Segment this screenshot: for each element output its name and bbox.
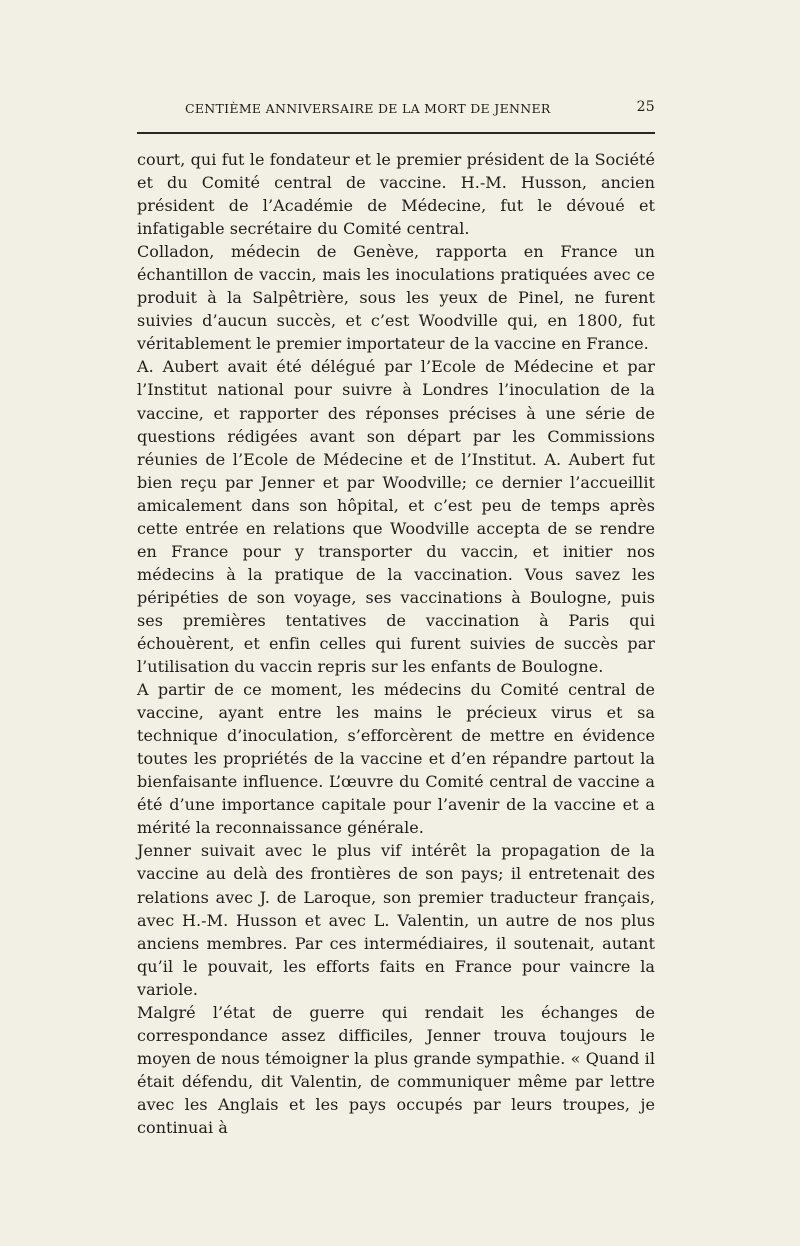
page-number: 25	[636, 99, 655, 115]
running-head	[185, 101, 655, 123]
paragraph-4: A partir de ce moment, les médecins du Comité central de vaccine, ayant entre les mains le précieux virus et sa technique d’inoculation, s’efforcèrent de mettre en évidence toutes les propriétés de la vaccine et d’en répandre partout la bienfaisante influence. L’œuvre du Comité central de vaccine a été d’une importance capitale pour l’avenir de la vaccine et a mérité la reconnaissance générale.	[137, 680, 655, 838]
header-rule	[137, 132, 655, 134]
paragraph-5: Jenner suivait avec le plus vif intérêt la propagation de la vaccine au delà des frontières de son pays; il entretenait des relations avec J. de Laroque, son premier traducteur français, avec H.-M. Husson et avec L. Valentin, un autre de nos plus anciens membres. Par ces intermédiaires, il soutenait, autant qu’il le pouvait, les efforts faits en France pour vaincre la variole.	[137, 841, 655, 999]
body-text	[137, 148, 655, 1139]
paragraph-6: Malgré l’état de guerre qui rendait les échanges de correspondance assez difficiles, Jenner trouva toujours le moyen de nous témoigner la plus grande sympathie. « Quand il était défendu, dit Valentin, de communiquer même par lettre avec les Anglais et les pays occupés par leurs troupes, je continuai à	[137, 1002, 655, 1137]
paragraph-3: A. Aubert avait été délégué par l’Ecole de Médecine et par l’Institut national pour suivre à Londres l’inoculation de la vaccine, et rapporter des réponses précises à une série de questions rédigées avant son départ par les Commissions réunies de l’Ecole de Médecine et de l’Institut. A. Aubert fut bien reçu par Jenner et par Woodville; ce dernier l’accueillit amicalement dans son hôpital, et c’est peu de temps après cette entrée en relations que Woodville accepta de se rendre en France pour y transporter du vaccin, et initier nos médecins à la pratique de la vaccination. Vous savez les péripéties de son voyage, ses vaccinations à Boulogne, puis ses premières tentatives de vaccination à Paris qui échouèrent, et enfin celles qui furent suivies de succès par l’utilisation du vaccin repris sur les enfants de Boulogne.	[137, 357, 655, 677]
running-title: CENTIÈME ANNIVERSAIRE DE LA MORT DE JENNER	[185, 101, 551, 116]
paragraph-1: court, qui fut le fondateur et le premier président de la Société et du Comité central de vaccine. H.-M. Husson, ancien président de l’Académie de Médecine, fut le dévoué et infatigable secrétaire du Comité central.	[137, 150, 655, 239]
paragraph-2: Colladon, médecin de Genève, rapporta en France un échantillon de vaccin, mais les inoculations pratiquées avec ce produit à la Salpêtrière, sous les yeux de Pinel, ne furent suivies d’aucun succès, et c’est Woodville qui, en 1800, fut véritablement le premier importateur de la vaccine en France.	[137, 242, 655, 354]
